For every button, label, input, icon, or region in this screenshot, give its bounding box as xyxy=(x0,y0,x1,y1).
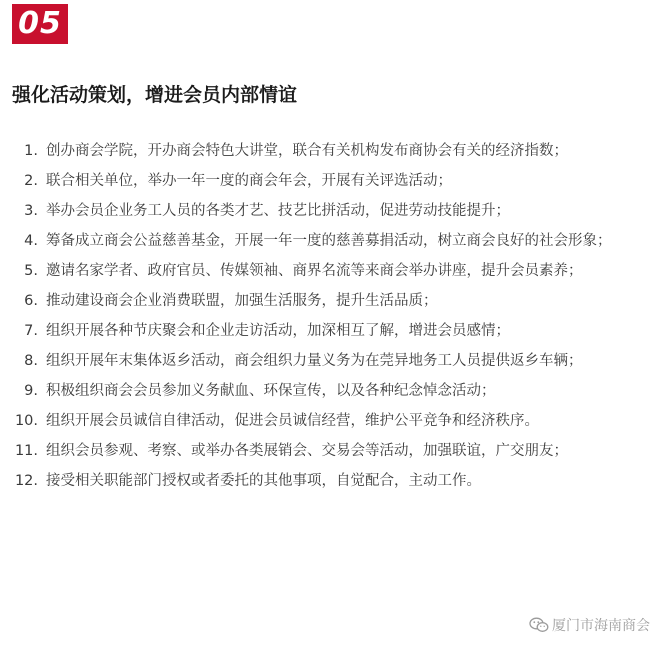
list-item xyxy=(0,438,666,464)
list-item xyxy=(0,348,666,374)
list-item-text: 组织开展各种节庆聚会和企业走访活动，加深相互了解，增进会员感情； xyxy=(46,323,510,339)
list-item-number: 9. xyxy=(24,383,38,399)
list-item-text: 邀请名家学者、政府官员、传媒领袖、商界名流等来商会举办讲座，提升会员素养； xyxy=(46,263,583,279)
list-item xyxy=(0,168,666,194)
list-item xyxy=(0,468,666,494)
list-item-text: 组织开展年末集体返乡活动，商会组织力量义务为在莞异地务工人员提供返乡车辆； xyxy=(46,353,583,369)
list-item-number: 8. xyxy=(24,353,38,369)
list-item xyxy=(0,138,666,164)
list-item-text: 组织会员参观、考察、或举办各类展销会、交易会等活动，加强联谊，广交朋友； xyxy=(46,443,568,459)
account-watermark xyxy=(529,615,650,635)
section-number-badge: 05 xyxy=(12,4,68,44)
list-item xyxy=(0,318,666,344)
list-item xyxy=(0,288,666,314)
list-item-number: 6. xyxy=(24,293,38,309)
activity-list xyxy=(0,138,666,498)
list-item-text: 组织开展会员诚信自律活动，促进会员诚信经营，维护公平竞争和经济秩序。 xyxy=(46,413,539,429)
list-item xyxy=(0,198,666,224)
list-item-text: 创办商会学院，开办商会特色大讲堂，联合有关机构发布商协会有关的经济指数； xyxy=(46,143,568,159)
list-item-text: 接受相关职能部门授权或者委托的其他事项，自觉配合，主动工作。 xyxy=(46,473,481,489)
section-title: 强化活动策划，增进会员内部情谊 xyxy=(12,84,298,106)
list-item xyxy=(0,228,666,254)
list-item-number: 4. xyxy=(24,233,38,249)
list-item-number: 11. xyxy=(14,443,38,459)
list-item-text: 联合相关单位，举办一年一度的商会年会，开展有关评选活动； xyxy=(46,173,452,189)
list-item-number: 5. xyxy=(24,263,38,279)
list-item-text: 筹备成立商会公益慈善基金，开展一年一度的慈善募捐活动，树立商会良好的社会形象； xyxy=(46,233,612,249)
list-item xyxy=(0,408,666,434)
watermark-text: 厦门市海南商会 xyxy=(552,618,650,634)
list-item-number: 10. xyxy=(14,413,38,429)
list-item xyxy=(0,378,666,404)
list-item-text: 举办会员企业务工人员的各类才艺、技艺比拼活动，促进劳动技能提升； xyxy=(46,203,510,219)
list-item-number: 3. xyxy=(24,203,38,219)
list-item-text: 积极组织商会会员参加义务献血、环保宣传，以及各种纪念悼念活动； xyxy=(46,383,496,399)
list-item-number: 7. xyxy=(24,323,38,339)
list-item-text: 推动建设商会企业消费联盟，加强生活服务，提升生活品质； xyxy=(46,293,438,309)
list-item-number: 1. xyxy=(24,143,38,159)
list-item-number: 12. xyxy=(14,473,38,489)
list-item-number: 2. xyxy=(24,173,38,189)
list-item xyxy=(0,258,666,284)
wechat-icon xyxy=(529,617,549,633)
